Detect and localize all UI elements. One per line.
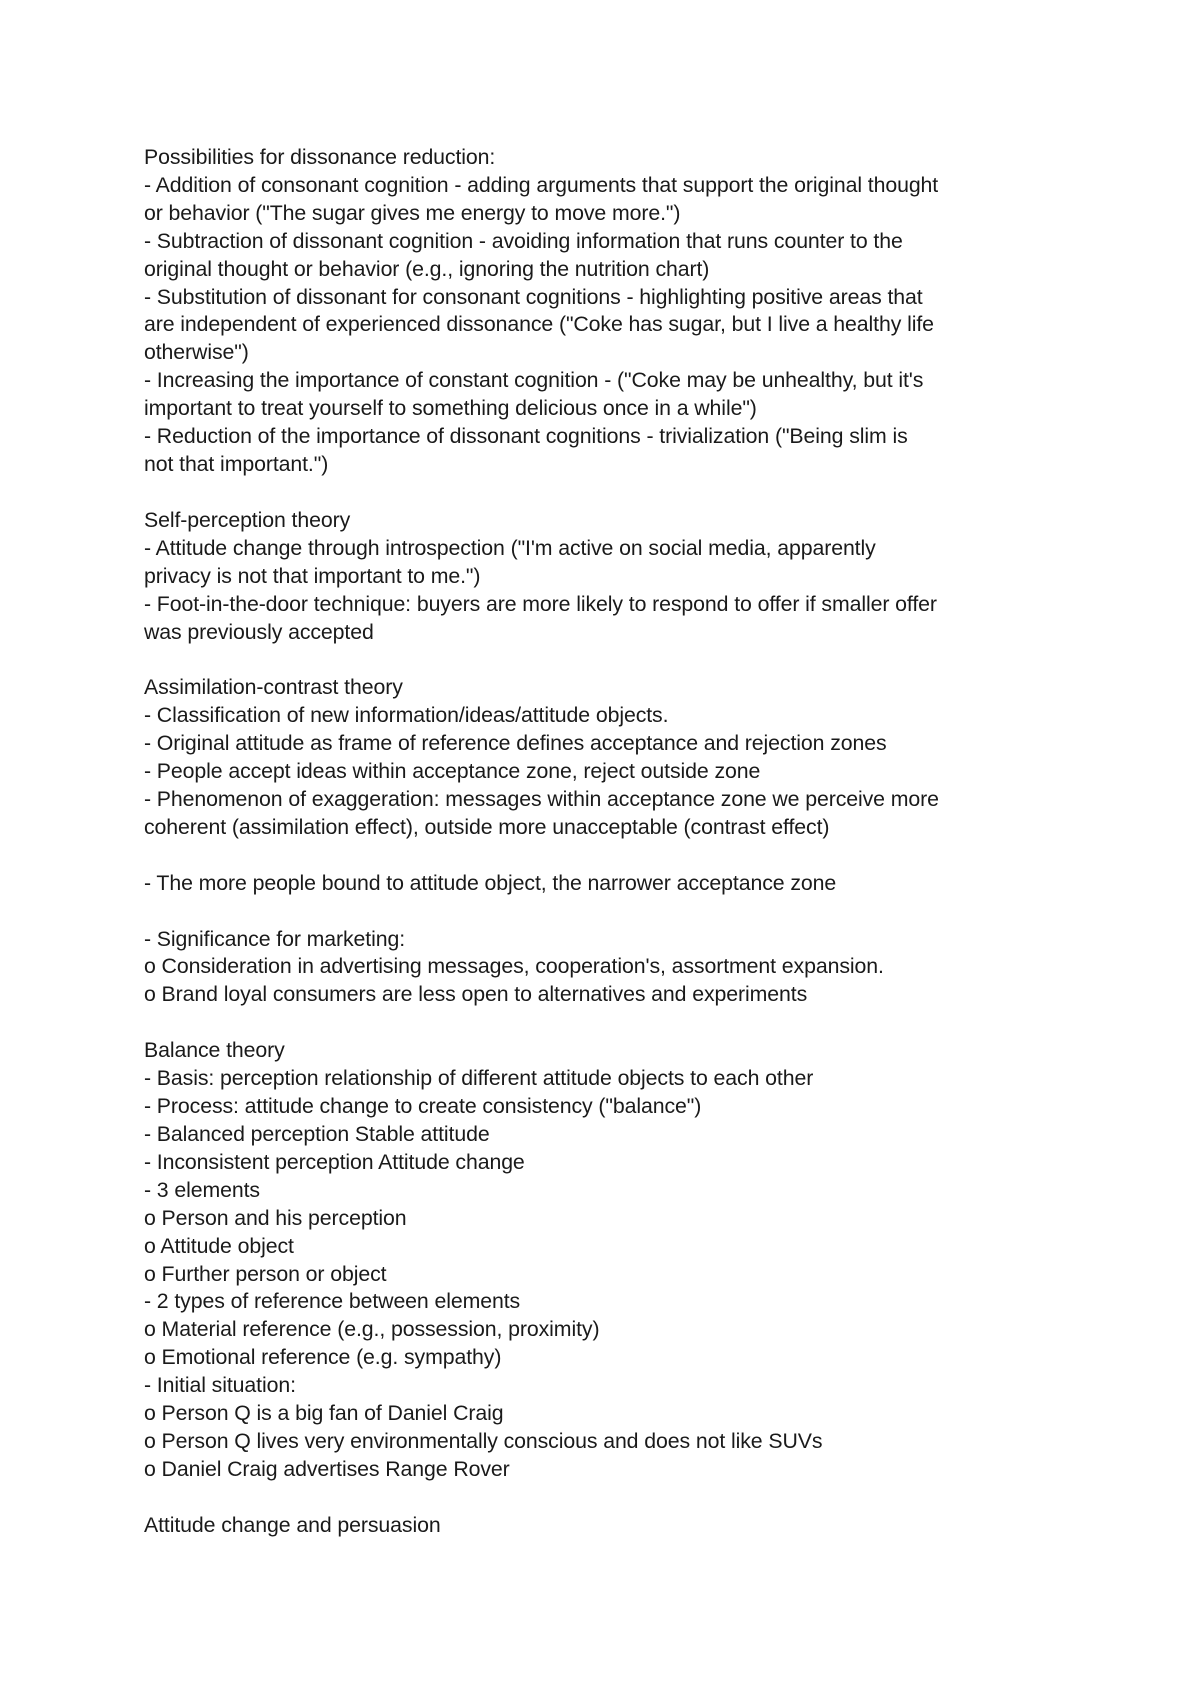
text-line: - Addition of consonant cognition - adding arguments that support the original thought [144, 172, 939, 197]
text-line: o Material reference (e.g., possession, proximity) [144, 1317, 600, 1342]
text-line: - People accept ideas within acceptance zone, reject outside zone [144, 759, 761, 784]
text-line: - Subtraction of dissonant cognition - avoiding information that runs counter to the [144, 228, 903, 253]
section-heading: Attitude change and persuasion [144, 1512, 441, 1537]
text-line: - Process: attitude change to create consistency ("balance") [144, 1094, 702, 1119]
text-line: - Inconsistent perception Attitude change [144, 1149, 525, 1174]
text-line: o Further person or object [144, 1261, 387, 1286]
text-line: privacy is not that important to me.") [144, 563, 481, 588]
section-dissonance-reduction [144, 144, 1084, 479]
text-line: o Attitude object [144, 1233, 294, 1258]
text-line: o Consideration in advertising messages, cooperation's, assortment expansion. [144, 954, 884, 979]
text-line: - Basis: perception relationship of different attitude objects to each other [144, 1066, 814, 1091]
text-line: - The more people bound to attitude object, the narrower acceptance zone [144, 870, 837, 895]
text-line: are independent of experienced dissonance ("Coke has sugar, but I live a healthy life [144, 312, 934, 337]
text-line: - Reduction of the importance of dissonant cognitions - trivialization ("Being slim is [144, 424, 908, 449]
section-self-perception-theory [144, 507, 1084, 647]
text-line: o Person and his perception [144, 1205, 407, 1230]
text-line: o Person Q is a big fan of Daniel Craig [144, 1401, 504, 1426]
section-balance-theory [144, 1037, 1084, 1484]
text-line: - Attitude change through introspection ("I'm active on social media, apparently [144, 535, 876, 560]
text-line: - Significance for marketing: [144, 926, 406, 951]
text-line: not that important.") [144, 451, 329, 476]
blank-line [144, 842, 1084, 870]
text-line: o Emotional reference (e.g. sympathy) [144, 1345, 502, 1370]
text-line: - 3 elements [144, 1177, 260, 1202]
section-heading: Balance theory [144, 1038, 285, 1063]
text-line: - Classification of new information/ideas/attitude objects. [144, 703, 669, 728]
blank-line [144, 898, 1084, 926]
text-line: - 2 types of reference between elements [144, 1289, 521, 1314]
text-line: o Daniel Craig advertises Range Rover [144, 1456, 510, 1481]
section-heading: Possibilities for dissonance reduction: [144, 145, 496, 169]
text-line: otherwise") [144, 340, 249, 365]
text-line: - Substitution of dissonant for consonant cognitions - highlighting positive areas that [144, 284, 923, 309]
text-line: o Person Q lives very environmentally conscious and does not like SUVs [144, 1428, 823, 1453]
text-line: - Balanced perception Stable attitude [144, 1121, 490, 1146]
text-line: - Phenomenon of exaggeration: messages within acceptance zone we perceive more [144, 787, 939, 812]
text-line: important to treat yourself to something delicious once in a while") [144, 396, 757, 421]
section-attitude-change-persuasion [144, 1512, 1084, 1540]
section-assimilation-contrast-theory [144, 674, 1084, 1009]
document-page [144, 144, 1084, 1568]
text-line: or behavior ("The sugar gives me energy to move more.") [144, 200, 681, 225]
text-line: original thought or behavior (e.g., ignoring the nutrition chart) [144, 256, 710, 281]
text-line: - Original attitude as frame of reference defines acceptance and rejection zones [144, 731, 887, 756]
text-line: - Initial situation: [144, 1373, 296, 1398]
text-line: - Foot-in-the-door technique: buyers are more likely to respond to offer if smaller offer [144, 591, 937, 616]
text-line: - Increasing the importance of constant cognition - ("Coke may be unhealthy, but it's [144, 368, 924, 393]
text-line: o Brand loyal consumers are less open to alternatives and experiments [144, 982, 808, 1007]
section-heading: Assimilation-contrast theory [144, 675, 403, 700]
text-line: was previously accepted [144, 619, 374, 644]
section-heading: Self-perception theory [144, 507, 351, 532]
text-line: coherent (assimilation effect), outside more unacceptable (contrast effect) [144, 814, 830, 839]
